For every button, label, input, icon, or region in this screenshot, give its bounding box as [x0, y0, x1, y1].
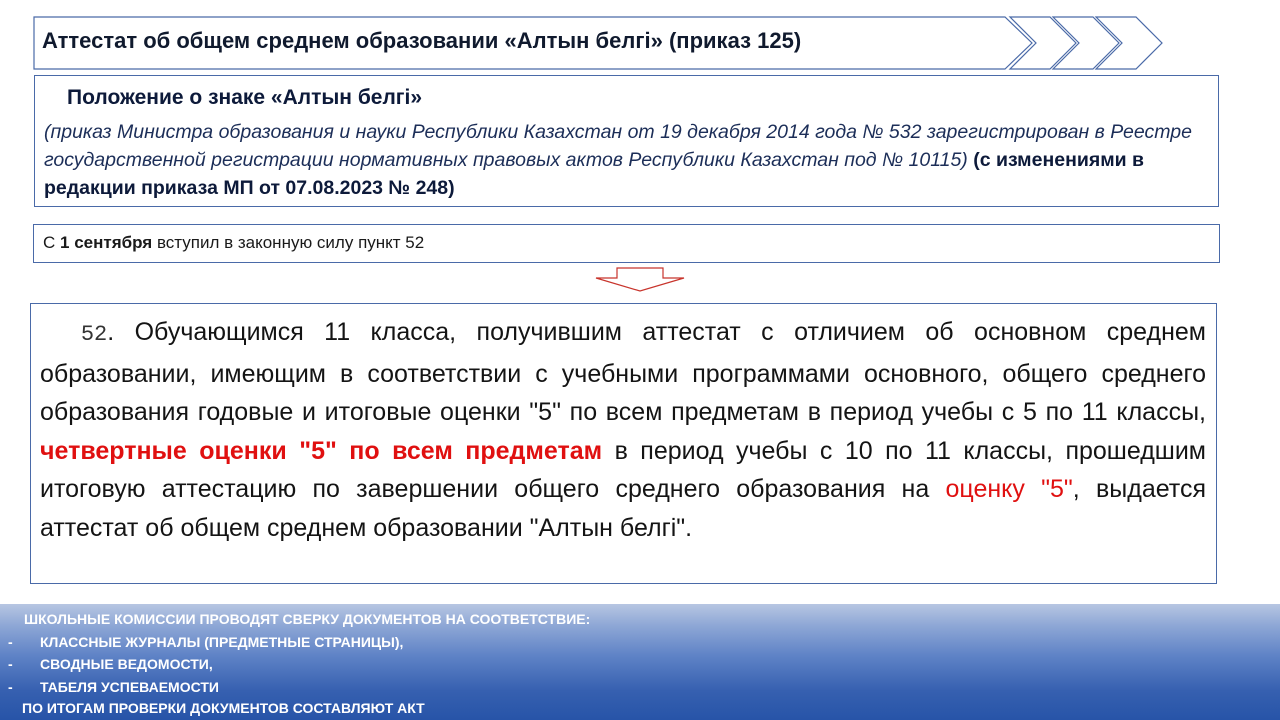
effective-date: 1 сентября: [60, 233, 153, 252]
effective-suffix: вступил в законную силу пункт 52: [156, 233, 425, 252]
band-item: СВОДНЫЕ ВЕДОМОСТИ,: [40, 656, 213, 672]
regulation-box: [34, 75, 1219, 207]
effective-date-box: [33, 224, 1220, 263]
clause-highlight-grade: оценку "5": [945, 475, 1073, 503]
clause-box: [30, 303, 1217, 584]
band-item: КЛАССНЫЕ ЖУРНАЛЫ (ПРЕДМЕТНЫЕ СТРАНИЦЫ),: [40, 634, 404, 650]
band-heading: ШКОЛЬНЫЕ КОМИССИИ ПРОВОДЯТ СВЕРКУ ДОКУМЕНТОВ НА СООТВЕТСТВИЕ:: [24, 611, 591, 627]
down-arrow-icon: [594, 266, 686, 292]
page-title: Аттестат об общем среднем образовании «Алтын белгі» (приказ 125): [42, 28, 802, 53]
clause-highlight-quarterly-grades: четвертные оценки "5" по всем предметам: [40, 436, 603, 465]
clause-part-3: , выдается аттестат об общем среднем образовании "Алтын белгі".: [40, 475, 1207, 542]
clause-number: 52: [80, 322, 108, 347]
regulation-amendment: (с изменениями в редакции приказа МП от 07.08.2023 № 248): [44, 149, 1145, 199]
regulation-heading: Положение о знаке «Алтын белгі»: [67, 86, 423, 109]
bullet-marker: -: [8, 656, 13, 672]
effective-date-text: [43, 233, 424, 253]
regulation-reference: (приказ Министра образования и науки Республики Казахстан от 19 декабря 2014 года № 532 зарегистрирован в Реестре государственной регистрации нормативных правовых актов Республики Казахстан под № 10115): [44, 121, 1192, 171]
effective-prefix: С: [43, 233, 56, 252]
clause-part-2: в период учебы с 10 по 11 классы, прошедшим итоговую аттестацию по завершении общего среднего образования на: [40, 436, 1206, 503]
clause-text: [40, 313, 1206, 547]
bullet-marker: -: [8, 634, 13, 650]
regulation-body: [44, 118, 1212, 202]
bullet-marker: -: [8, 679, 13, 695]
band-conclusion: ПО ИТОГАМ ПРОВЕРКИ ДОКУМЕНТОВ СОСТАВЛЯЮТ АКТ: [22, 700, 425, 716]
bottom-info-band: [0, 604, 1280, 720]
band-item: ТАБЕЛЯ УСПЕВАЕМОСТИ: [40, 679, 219, 695]
clause-part-1: . Обучающимся 11 класса, получившим аттестат с отличием об основном среднем образовании, имеющим в соответствии с учебными программами основного, общего среднего образования годовые и итоговые оценки "5" по всем предметам в период учебы с 5 по 11 классы,: [40, 318, 1206, 426]
